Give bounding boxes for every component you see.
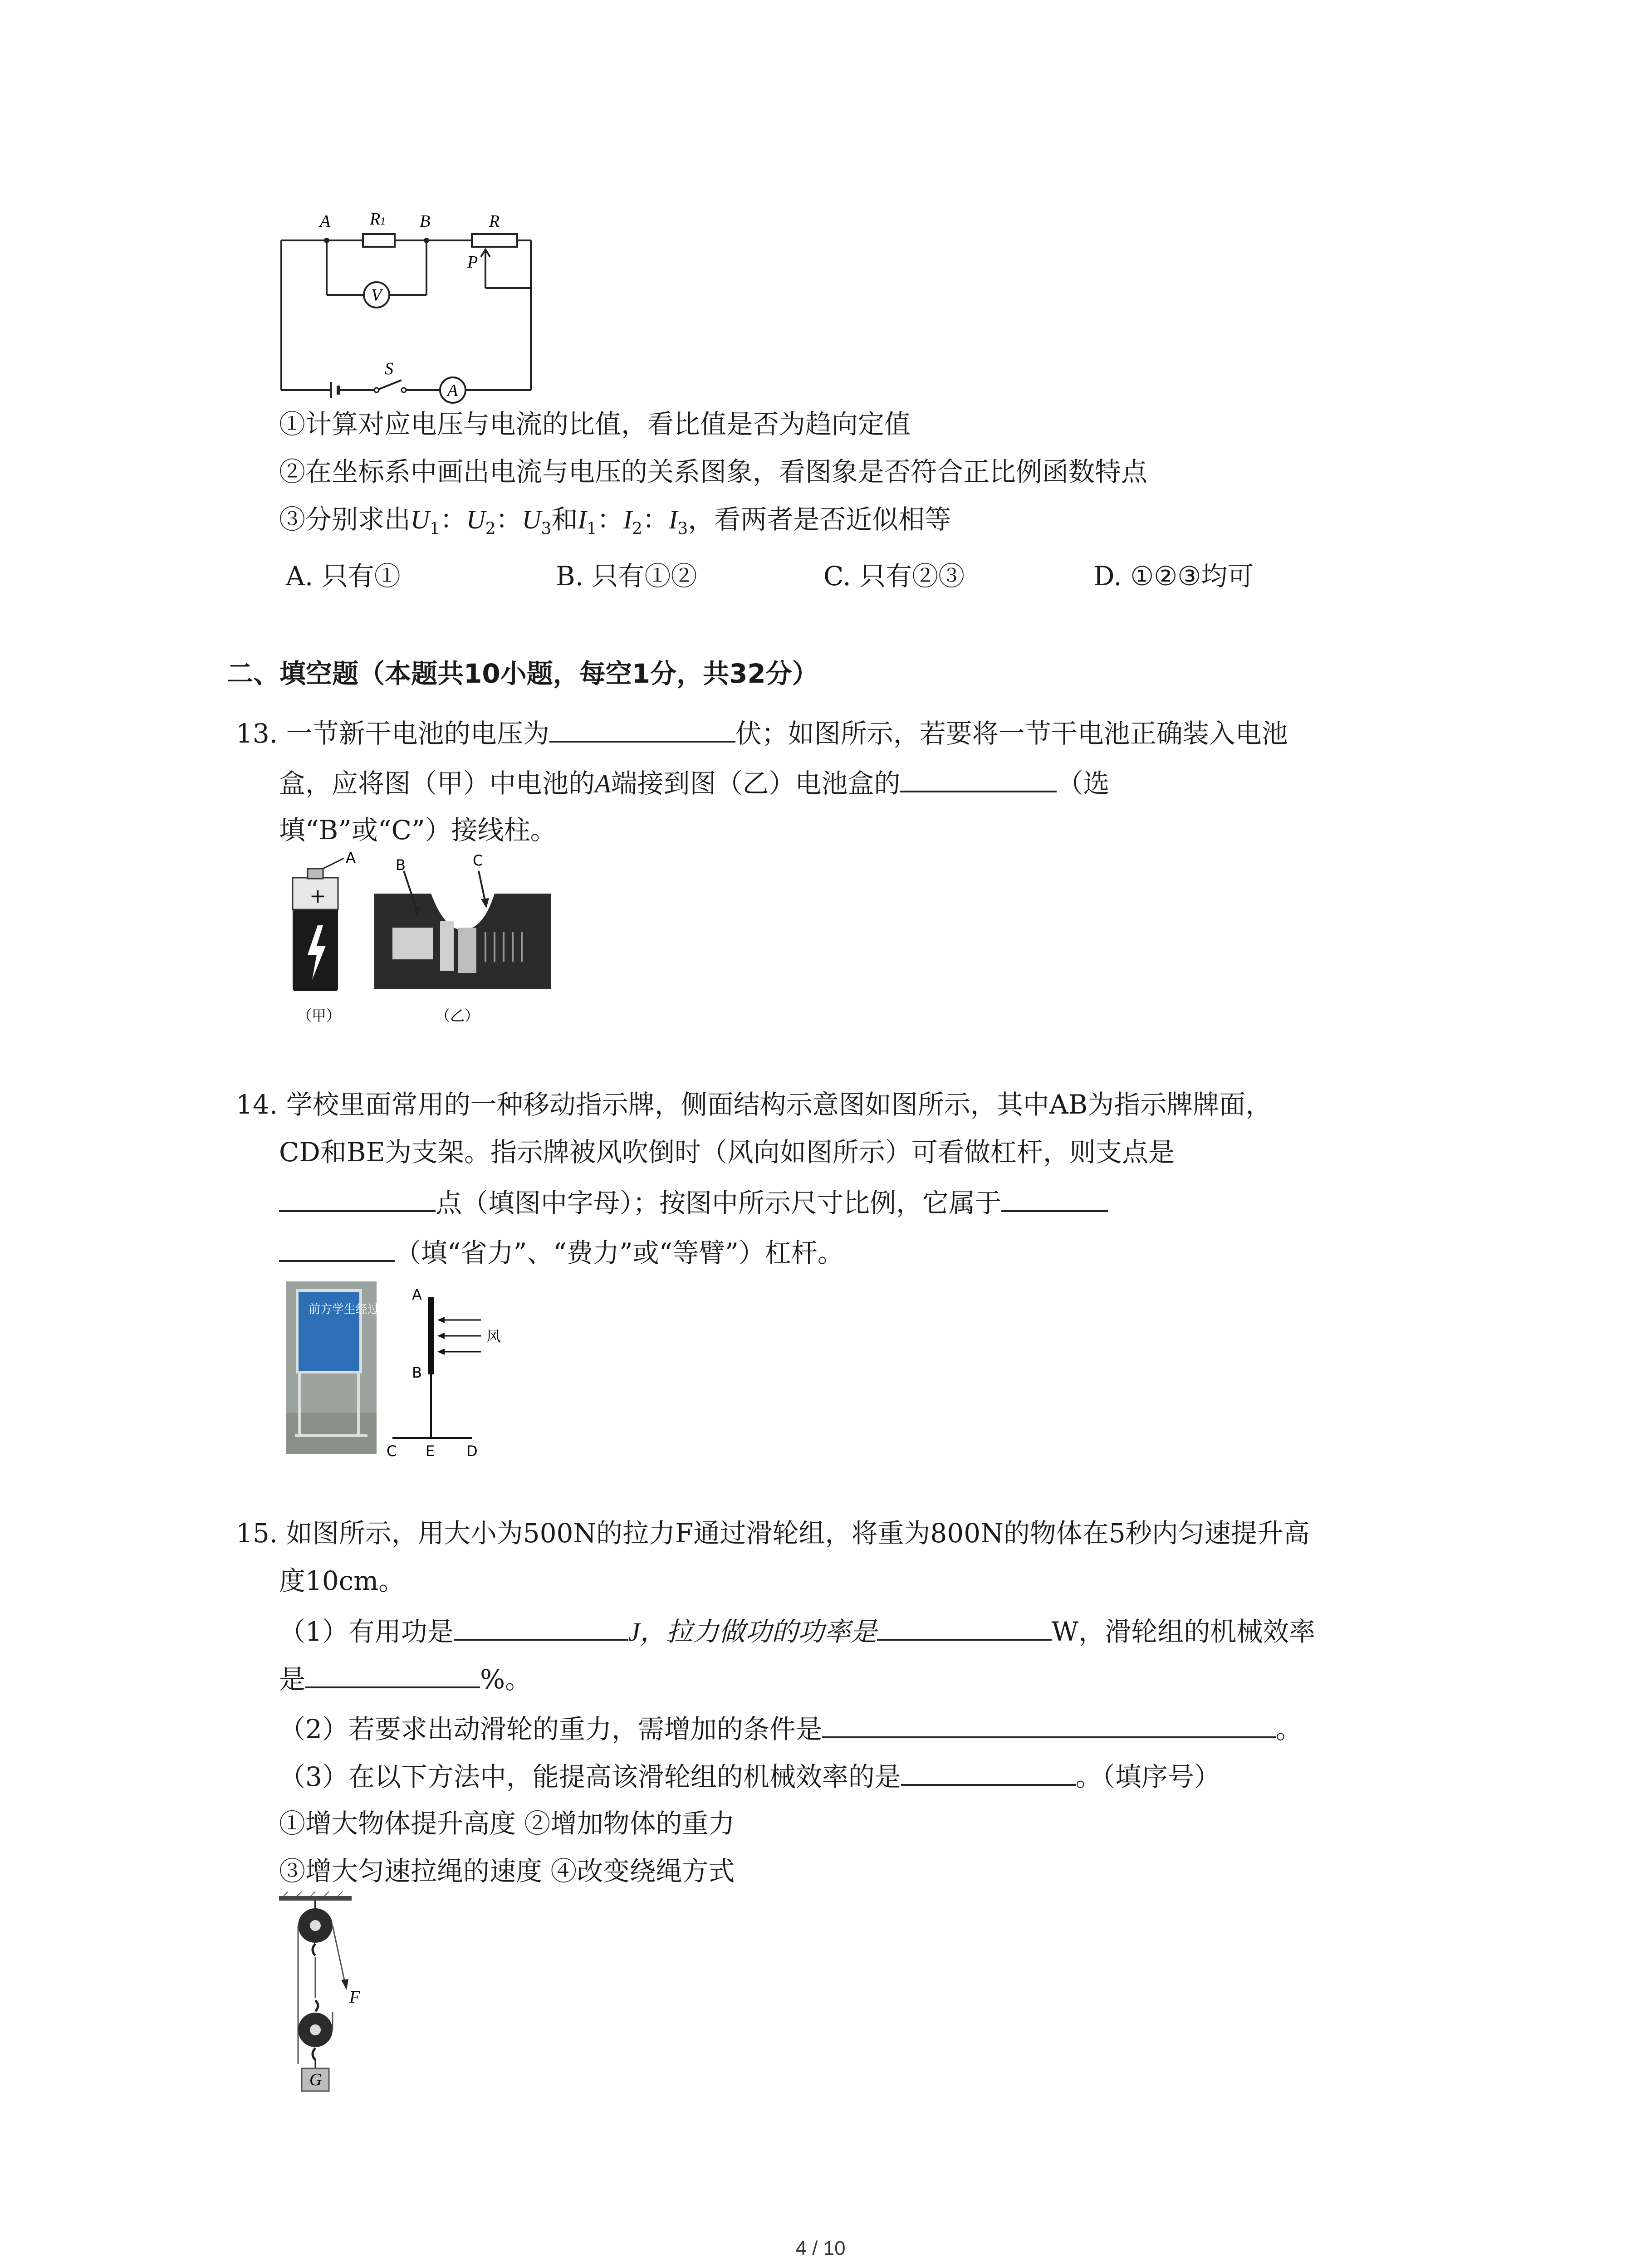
q15-blank-2[interactable] <box>877 1613 1052 1641</box>
label-a: A <box>346 849 356 866</box>
rheostat-r <box>472 234 517 247</box>
battery-figure <box>272 849 572 1039</box>
ceiling <box>279 1896 352 1901</box>
caption-yi: （乙） <box>436 1007 480 1024</box>
q13-line1: 13. 一节新干电池的电压为 伏；如图所示，若要将一节干电池正确装入电池 <box>236 714 1288 752</box>
option-d[interactable]: D. ①②③均可 <box>1093 561 1254 591</box>
label-b: B <box>396 856 406 874</box>
label-wind: 风 <box>486 1328 501 1345</box>
section-title: 二、填空题（本题共10小题，每空1分，共32分） <box>227 658 818 689</box>
q14-blank-1[interactable] <box>279 1184 436 1212</box>
label-r1: R1 <box>370 210 386 229</box>
label-c: C <box>387 1442 397 1460</box>
option-a[interactable]: A. 只有① <box>286 561 401 591</box>
circuit-diagram <box>272 210 544 413</box>
label-e: E <box>426 1442 435 1460</box>
label-p: P <box>467 253 478 272</box>
q14-line3: 点（填图中字母）；按图中所示尺寸比例，它属于 <box>279 1184 1108 1221</box>
pulley-figure <box>272 1889 390 2143</box>
q15-part2: （2）若要求出动滑轮的重力，需增加的条件是 。 <box>279 1710 1302 1747</box>
ammeter-label: A <box>447 381 458 400</box>
page-number: 4 / 10 <box>795 2237 846 2259</box>
label-b: B <box>420 212 431 231</box>
q14-line1: 14. 学校里面常用的一种移动指示牌，侧面结构示意图如图所示，其中AB为指示牌牌面， <box>236 1089 1272 1120</box>
resistor-r1 <box>363 234 395 247</box>
q13-line2: 盒，应将图（甲）中电池的A端接到图（乙）电池盒的 （选 <box>279 764 1109 802</box>
q14-line4: （填“省力”、“费力”或“等臂”）杠杆。 <box>279 1234 844 1271</box>
option-b[interactable]: B. 只有①② <box>556 561 697 591</box>
voltmeter-label: V <box>371 286 382 305</box>
caption-jia: （甲） <box>297 1007 341 1024</box>
q13-blank-2[interactable] <box>900 764 1057 792</box>
option-c[interactable]: C. 只有②③ <box>823 561 965 591</box>
statement-2: ②在坐标系中画出电流与电压的关系图象，看图象是否符合正比例函数特点 <box>279 456 1148 487</box>
label-d: D <box>466 1442 478 1460</box>
statement-1: ①计算对应电压与电流的比值，看比值是否为趋向定值 <box>279 409 911 440</box>
q15-blank-5[interactable] <box>901 1758 1076 1786</box>
label-a: A <box>320 212 331 231</box>
q14-line2: CD和BE为支架。指示牌被风吹倒时（风向如图所示）可看做杠杆，则支点是 <box>279 1137 1175 1168</box>
q15-part1-cont: 是 %。 <box>279 1660 531 1697</box>
label-c: C <box>473 852 483 869</box>
q15-line1: 15. 如图所示，用大小为500N的拉力F通过滑轮组，将重为800N的物体在5秒内匀速提升高 <box>236 1518 1310 1549</box>
sign-text: 前方学生经过 <box>309 1303 380 1316</box>
q15-blank-1[interactable] <box>454 1613 628 1641</box>
label-b: B <box>412 1364 422 1381</box>
svg-text:+: + <box>309 885 326 908</box>
q13-blank-1[interactable] <box>549 714 735 743</box>
sign-figure <box>281 1277 535 1467</box>
q15-methods-1: ①增大物体提升高度 ②增加物体的重力 <box>279 1808 735 1839</box>
label-a: A <box>412 1286 422 1303</box>
q15-blank-3[interactable] <box>305 1660 480 1688</box>
q14-blank-2a[interactable] <box>1001 1184 1108 1212</box>
statement-3: ③分别求出$U_1$：$U_2$：$U_3$和$I_1$：$I_2$：$I_3$，看两者是否近似相等 <box>279 504 951 538</box>
q14-blank-2b[interactable] <box>279 1234 395 1262</box>
q13-line3: 填“B”或“C”）接线柱。 <box>279 815 557 846</box>
q15-methods-2: ③增大匀速拉绳的速度 ④改变绕绳方式 <box>279 1856 735 1887</box>
q15-part1: （1）有用功是 J，拉力做功的功率是 W，滑轮组的机械效率 <box>279 1613 1315 1650</box>
q15-part3: （3）在以下方法中，能提高该滑轮组的机械效率的是 。（填序号） <box>279 1758 1220 1795</box>
q15-blank-4[interactable] <box>822 1710 1276 1738</box>
label-r: R <box>489 212 500 231</box>
label-s: S <box>385 359 393 378</box>
label-g: G <box>309 2070 322 2089</box>
label-f: F <box>349 1988 360 2007</box>
q15-line2: 度10cm。 <box>279 1565 405 1596</box>
